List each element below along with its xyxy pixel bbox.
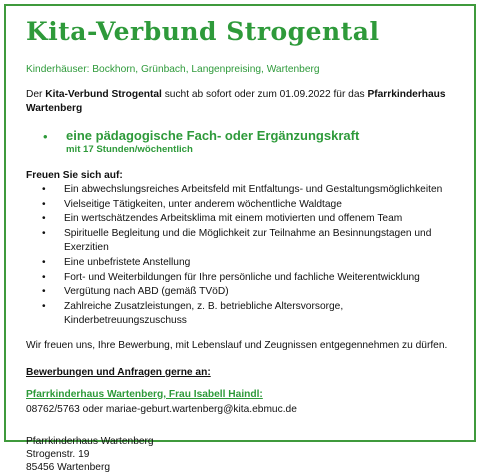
list-item xyxy=(26,271,464,286)
list-item-text: Fort- und Weiterbildungen für Ihre persönliche und fachliche Weiterentwicklung xyxy=(64,271,420,283)
list-item-text: Vielseitige Tätigkeiten, unter anderem wöchentliche Waldtage xyxy=(64,198,342,210)
list-bullet: • xyxy=(42,184,46,195)
contact-name: Pfarrkinderhaus Wartenberg, Frau Isabell Haindl: xyxy=(26,388,263,400)
address-line-name: Pfarrkinderhaus Wartenberg xyxy=(26,435,154,447)
list-bullet: • xyxy=(42,300,46,312)
intro-organization: Kita-Verbund Strogental xyxy=(45,89,162,100)
list-item-text: Zahlreiche Zusatzleistungen, z. B. betriebliche Altersvorsorge, Kinderbetreuungszuschuss xyxy=(64,300,344,327)
list-item xyxy=(26,212,464,227)
list-item-text: Vergütung nach ABD (gemäß TVöD) xyxy=(64,286,229,298)
list-item xyxy=(26,198,464,213)
list-bullet: • xyxy=(42,198,46,210)
ad-title: Kita-Verbund Strogental xyxy=(26,17,380,46)
position-hours: mit 17 Stunden/wöchentlich xyxy=(66,144,193,155)
list-bullet: • xyxy=(42,286,46,298)
list-item xyxy=(26,285,464,300)
list-item-text: Ein wertschätzendes Arbeitsklima mit einem motivierten und offenem Team xyxy=(64,213,403,225)
list-item xyxy=(26,300,464,329)
job-advertisement xyxy=(4,4,476,473)
intro-text-2: sucht ab sofort oder zum 01.09.2022 für das xyxy=(161,89,368,100)
list-item-text: Ein abwechslungsreiches Arbeitsfeld mit Entfaltungs- und Gestaltungsmöglichkeiten xyxy=(64,184,443,195)
application-heading: Bewerbungen und Anfragen gerne an: xyxy=(26,366,211,378)
contact-info: 08762/5763 oder mariae-geburt.wartenberg@kita.ebmuc.de xyxy=(26,403,297,415)
position-title: eine pädagogische Fach- oder Ergänzungskraft xyxy=(66,128,360,143)
list-bullet: • xyxy=(42,213,46,225)
list-item xyxy=(26,183,464,198)
list-bullet: • xyxy=(42,227,46,239)
list-item-text: Eine unbefristete Anstellung xyxy=(64,256,191,268)
closing-sentence: Wir freuen uns, Ihre Bewerbung, mit Lebenslauf und Zeugnissen entgegennehmen zu dürfen. xyxy=(26,339,448,351)
position-block xyxy=(26,128,464,156)
intro-location: Pfarrkinderhaus Wartenberg xyxy=(26,89,446,114)
list-bullet: • xyxy=(42,271,46,283)
address-line-city: 85456 Wartenberg xyxy=(26,461,111,473)
intro-paragraph xyxy=(26,88,464,116)
benefits-list xyxy=(26,183,464,329)
list-item xyxy=(26,256,464,271)
ad-content xyxy=(26,14,464,474)
postal-address xyxy=(26,435,464,474)
address-line-street: Strogenstr. 19 xyxy=(26,448,90,460)
intro-text-1: Der xyxy=(26,89,46,100)
benefits-heading: Freuen Sie sich auf: xyxy=(26,170,123,181)
list-item xyxy=(26,227,464,256)
ad-subtitle: Kinderhäuser: Bockhorn, Grünbach, Langenpreising, Wartenberg xyxy=(26,64,320,75)
position-bullet: • xyxy=(43,129,48,144)
list-item-text: Spirituelle Begleitung und die Möglichkeit zur Teilnahme an Besinnungstagen und Exerzitien xyxy=(64,227,432,254)
list-bullet: • xyxy=(42,256,46,268)
